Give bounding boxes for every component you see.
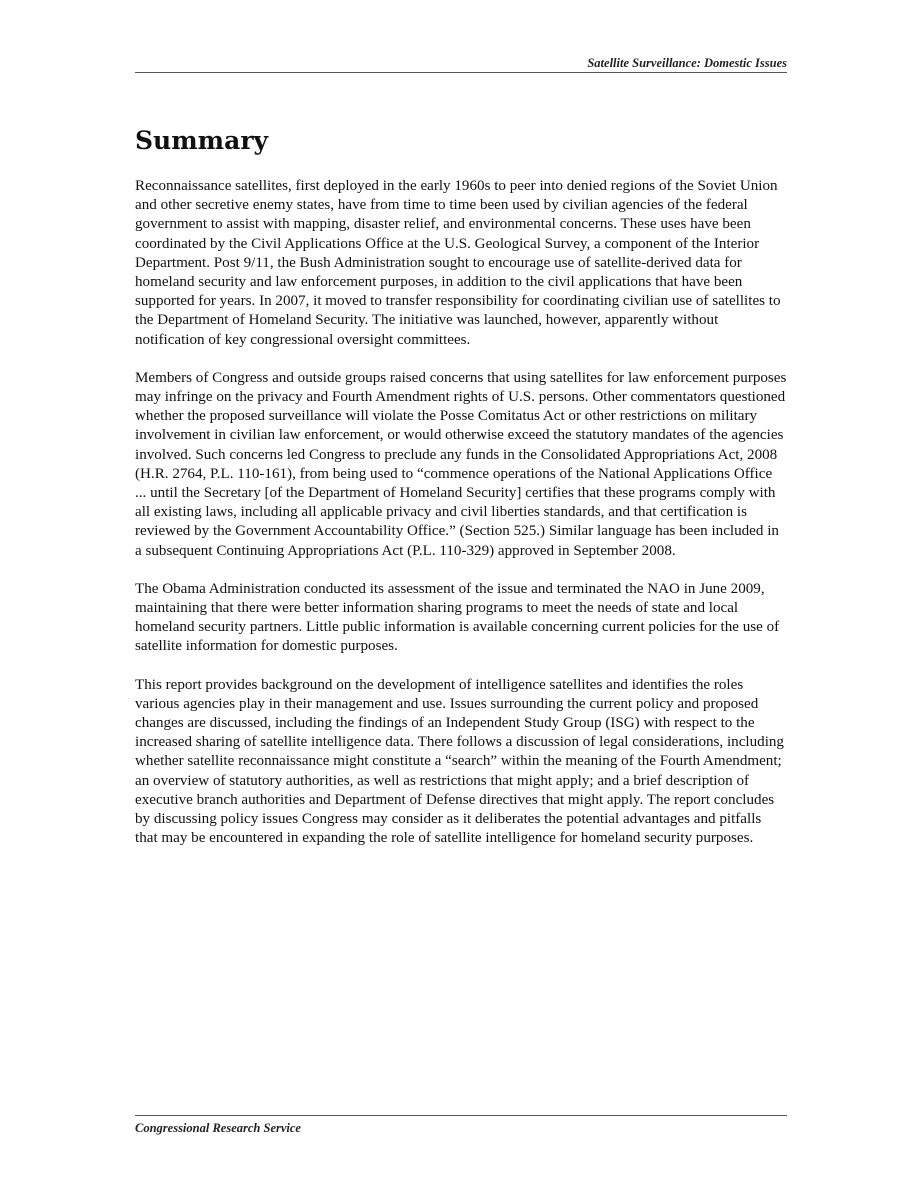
summary-paragraph-4: This report provides background on the development of intelligence satellites and identifies the roles various agencies play in their management and use. Issues surrounding the current policy and proposed changes are discussed, including the findings of an Independent Study Group (ISG) with respect to the increased sharing of satellite intelligence data. There follows a discussion of legal considerations, including whether satellite reconnaissance might constitute a “search” within the meaning of the Fourth Amendment; an overview of statutory authorities, as well as restrictions that might apply; and a brief description of executive branch authorities and Department of Defense directives that might apply. The report concludes by discussing policy issues Congress may consider as it deliberates the potential advantages and pitfalls that may be encountered in expanding the role of satellite intelligence for homeland security purposes. [135,676,784,847]
summary-paragraph-2: Members of Congress and outside groups raised concerns that using satellites for law enforcement purposes may infringe on the privacy and Fourth Amendment rights of U.S. persons. Other commentators questioned whether the proposed surveillance will violate the Posse Comitatus Act or other restrictions on military involvement in civilian law enforcement, or would otherwise exceed the statutory mandates of the agencies involved. Such concerns led Congress to preclude any funds in the Consolidated Appropriations Act, 2008 (H.R. 2764, P.L. 110-161), from being used to “commence operations of the National Applications Office ... until the Secretary [of the Department of Homeland Security] certifies that these programs comply with all existing laws, including all applicable privacy and civil liberties standards, and that certification is reviewed by the Government Accountability Office.” (Section 525.) Similar language has been included in a subsequent Continuing Appropriations Act (P.L. 110-329) approved in September 2008. [135,369,787,559]
running-footer-organization: Congressional Research Service [135,1121,301,1135]
footer-divider [135,1115,787,1116]
page-title: Summary [135,126,269,155]
summary-paragraph-1: Reconnaissance satellites, first deployed in the early 1960s to peer into denied regions of the Soviet Union and other secretive enemy states, have from time to time been used by civilian agencies of the federal government to assist with mapping, disaster relief, and environmental concerns. These uses have been coordinated by the Civil Applications Office at the U.S. Geological Survey, a component of the Interior Department. Post 9/11, the Bush Administration sought to encourage use of satellite-derived data for homeland security and law enforcement purposes, in addition to the civil applications that have been supported for years. In 2007, it moved to transfer responsibility for coordinating civilian use of satellites to the Department of Homeland Security. The initiative was launched, however, apparently without notification of key congressional oversight committees. [135,178,781,348]
summary-body [135,177,787,868]
running-header-title: Satellite Surveillance: Domestic Issues [587,56,787,70]
header-divider [135,72,787,73]
summary-paragraph-3: The Obama Administration conducted its assessment of the issue and terminated the NAO in June 2009, maintaining that there were better information sharing programs to meet the needs of state and local homeland security partners. Little public information is available concerning current policies for the use of satellite information for domestic purposes. [135,580,780,655]
